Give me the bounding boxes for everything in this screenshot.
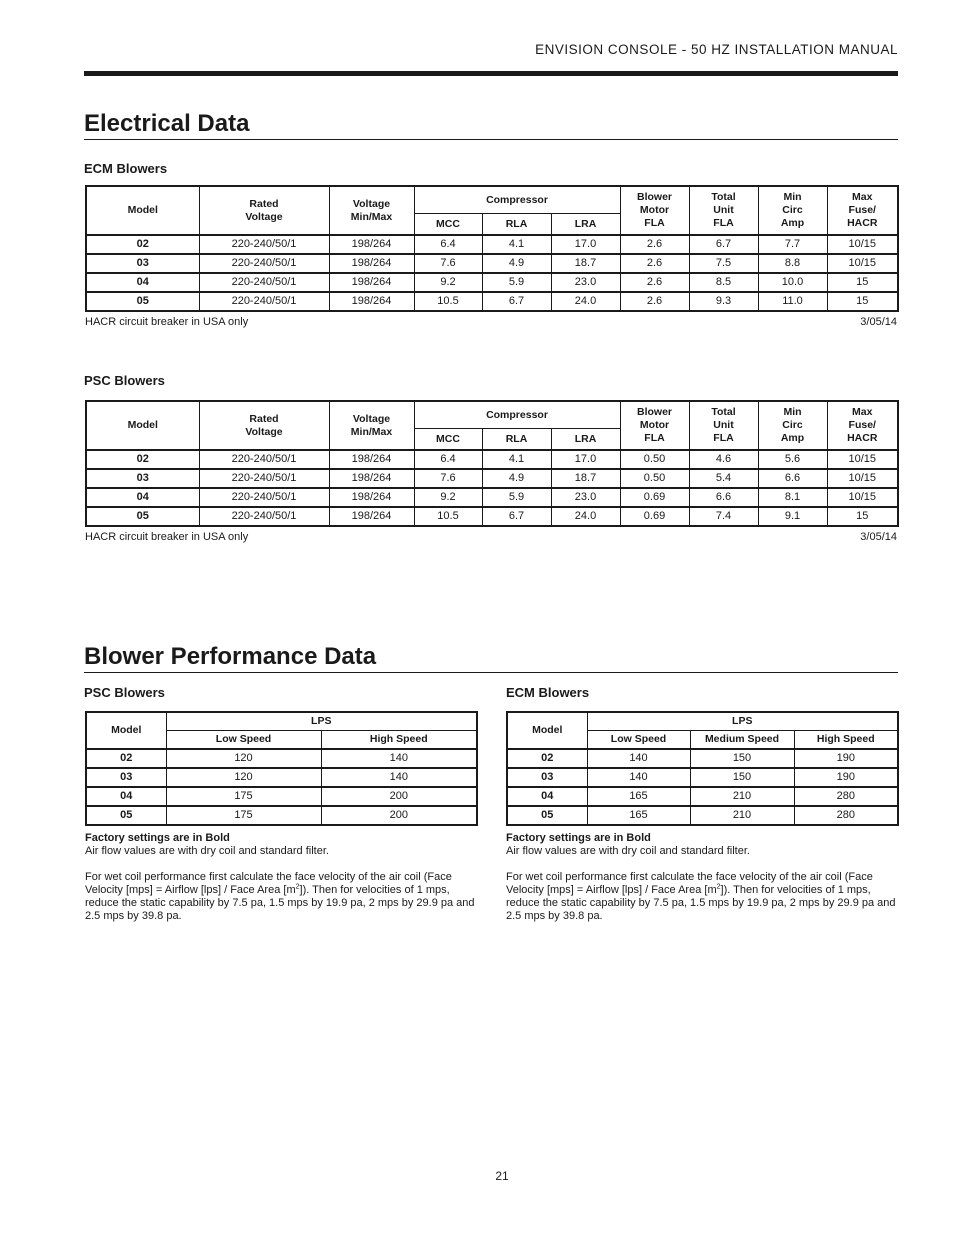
- psc-blower-table: [85, 711, 478, 826]
- col-lra: LRA: [551, 429, 620, 451]
- data-cell: 198/264: [329, 507, 414, 526]
- col-low-speed: Low Speed: [587, 731, 690, 750]
- data-cell: 150: [690, 749, 794, 768]
- col-lra: LRA: [551, 214, 620, 236]
- data-cell: 165: [587, 806, 690, 825]
- data-cell: 15: [827, 292, 898, 311]
- table-row: [86, 273, 898, 292]
- data-cell: 175: [166, 787, 321, 806]
- data-cell: 15: [827, 507, 898, 526]
- table-row: [507, 806, 898, 825]
- airflow-note: Air flow values are with dry coil and standard filter.: [506, 845, 750, 857]
- col-voltage-minmax: Voltage Min/Max: [329, 401, 414, 450]
- data-cell: 280: [794, 787, 898, 806]
- model-cell: 02: [86, 749, 166, 768]
- data-cell: 4.9: [482, 254, 551, 273]
- table-body: [86, 235, 898, 311]
- ecm-blower-table: [506, 711, 899, 826]
- manual-header: ENVISION CONSOLE - 50 HZ INSTALLATION MANUAL: [535, 42, 898, 57]
- data-cell: 24.0: [551, 507, 620, 526]
- model-cell: 04: [86, 787, 166, 806]
- data-cell: 10.5: [414, 507, 482, 526]
- table-row: [86, 450, 898, 469]
- data-cell: 17.0: [551, 235, 620, 254]
- data-cell: 5.9: [482, 488, 551, 507]
- table-header: [507, 712, 898, 749]
- data-cell: 7.6: [414, 469, 482, 488]
- col-total-unit-fla: Total Unit FLA: [689, 186, 758, 235]
- data-cell: 24.0: [551, 292, 620, 311]
- psc-blower-footnotes: [85, 832, 477, 923]
- psc-electrical-subtitle: PSC Blowers: [84, 373, 165, 388]
- data-cell: 165: [587, 787, 690, 806]
- page-number: 21: [495, 1169, 509, 1183]
- col-max-fuse-hacr: Max Fuse/ HACR: [827, 186, 898, 235]
- col-rla: RLA: [482, 214, 551, 236]
- data-cell: 9.2: [414, 273, 482, 292]
- table-body: [86, 749, 477, 825]
- data-cell: 220-240/50/1: [199, 469, 329, 488]
- ecm-electrical-subtitle: ECM Blowers: [84, 161, 168, 176]
- data-cell: 6.7: [689, 235, 758, 254]
- col-model: Model: [507, 712, 587, 749]
- data-cell: 210: [690, 787, 794, 806]
- model-cell: 05: [86, 806, 166, 825]
- table-row: [86, 292, 898, 311]
- data-cell: 10.0: [758, 273, 827, 292]
- data-cell: 120: [166, 768, 321, 787]
- data-cell: 198/264: [329, 273, 414, 292]
- data-cell: 5.9: [482, 273, 551, 292]
- col-rated-voltage: Rated Voltage: [199, 401, 329, 450]
- model-cell: 04: [86, 488, 199, 507]
- airflow-note: Air flow values are with dry coil and standard filter.: [85, 845, 329, 857]
- data-cell: 190: [794, 749, 898, 768]
- data-cell: 198/264: [329, 292, 414, 311]
- col-high-speed: High Speed: [794, 731, 898, 750]
- data-cell: 4.9: [482, 469, 551, 488]
- data-cell: 23.0: [551, 488, 620, 507]
- data-cell: 198/264: [329, 450, 414, 469]
- data-cell: 10.5: [414, 292, 482, 311]
- data-cell: 4.1: [482, 235, 551, 254]
- data-cell: 220-240/50/1: [199, 450, 329, 469]
- data-cell: 6.4: [414, 235, 482, 254]
- data-cell: 10/15: [827, 254, 898, 273]
- data-cell: 220-240/50/1: [199, 235, 329, 254]
- table-row: [86, 235, 898, 254]
- model-cell: 03: [86, 768, 166, 787]
- data-cell: 2.6: [620, 235, 689, 254]
- data-cell: 140: [321, 768, 477, 787]
- table-body: [86, 450, 898, 526]
- table-row: [507, 768, 898, 787]
- model-cell: 04: [507, 787, 587, 806]
- data-cell: 9.2: [414, 488, 482, 507]
- data-cell: 150: [690, 768, 794, 787]
- col-mcc: MCC: [414, 214, 482, 236]
- data-cell: 18.7: [551, 469, 620, 488]
- data-cell: 0.50: [620, 450, 689, 469]
- data-cell: 10/15: [827, 235, 898, 254]
- data-cell: 198/264: [329, 488, 414, 507]
- data-cell: 200: [321, 787, 477, 806]
- col-mcc: MCC: [414, 429, 482, 451]
- data-cell: 7.7: [758, 235, 827, 254]
- blower-performance-title: Blower Performance Data: [84, 643, 898, 673]
- model-cell: 03: [86, 469, 199, 488]
- data-cell: 7.4: [689, 507, 758, 526]
- data-cell: 9.3: [689, 292, 758, 311]
- model-cell: 04: [86, 273, 199, 292]
- wet-coil-note: For wet coil performance first calculate the face velocity of the air coil (Face Velocity [mps] = Airflow [lps] / Face Area $[m^2]$). Then for velocities of 1 mps, reduce the static capability by 7.5 pa, 1.5 mps by 19.9 pa, 2 mps by 29.9 pa and 2.5 mps by 39.8 pa.: [85, 871, 475, 922]
- data-cell: 120: [166, 749, 321, 768]
- data-cell: 220-240/50/1: [199, 488, 329, 507]
- data-cell: 140: [587, 768, 690, 787]
- data-cell: 0.69: [620, 507, 689, 526]
- data-cell: 280: [794, 806, 898, 825]
- model-cell: 05: [507, 806, 587, 825]
- table-row: [86, 254, 898, 273]
- model-cell: 05: [86, 507, 199, 526]
- col-lps: LPS: [166, 712, 477, 731]
- table-header: [86, 712, 477, 749]
- col-compressor: Compressor: [414, 186, 620, 214]
- psc-hacr-note: HACR circuit breaker in USA only: [85, 531, 249, 543]
- data-cell: 210: [690, 806, 794, 825]
- ecm-blower-footnotes: [506, 832, 898, 923]
- data-cell: 9.1: [758, 507, 827, 526]
- electrical-data-title: Electrical Data: [84, 110, 898, 140]
- model-cell: 05: [86, 292, 199, 311]
- table-header: [86, 186, 898, 235]
- col-rated-voltage: Rated Voltage: [199, 186, 329, 235]
- model-cell: 02: [86, 450, 199, 469]
- col-voltage-minmax: Voltage Min/Max: [329, 186, 414, 235]
- col-min-circ-amp: Min Circ Amp: [758, 186, 827, 235]
- data-cell: 140: [587, 749, 690, 768]
- data-cell: 10/15: [827, 450, 898, 469]
- data-cell: 190: [794, 768, 898, 787]
- data-cell: 220-240/50/1: [199, 254, 329, 273]
- psc-blower-subtitle: PSC Blowers: [84, 685, 165, 700]
- data-cell: 7.5: [689, 254, 758, 273]
- col-total-unit-fla: Total Unit FLA: [689, 401, 758, 450]
- data-cell: 5.6: [758, 450, 827, 469]
- col-min-circ-amp: Min Circ Amp: [758, 401, 827, 450]
- col-medium-speed: Medium Speed: [690, 731, 794, 750]
- data-cell: 10/15: [827, 469, 898, 488]
- data-cell: 0.69: [620, 488, 689, 507]
- col-low-speed: Low Speed: [166, 731, 321, 750]
- header-rule: [84, 71, 898, 76]
- data-cell: 4.6: [689, 450, 758, 469]
- col-blower-motor-fla: Blower Motor FLA: [620, 186, 689, 235]
- data-cell: 2.6: [620, 292, 689, 311]
- data-cell: 8.8: [758, 254, 827, 273]
- ecm-hacr-note: HACR circuit breaker in USA only: [85, 316, 249, 328]
- data-cell: 6.4: [414, 450, 482, 469]
- ecm-electrical-table: [85, 185, 899, 312]
- model-cell: 03: [86, 254, 199, 273]
- table-row: [507, 749, 898, 768]
- data-cell: 18.7: [551, 254, 620, 273]
- data-cell: 10/15: [827, 488, 898, 507]
- table-row: [86, 469, 898, 488]
- data-cell: 198/264: [329, 235, 414, 254]
- data-cell: 7.6: [414, 254, 482, 273]
- table-row: [86, 768, 477, 787]
- table-row: [86, 806, 477, 825]
- col-max-fuse-hacr: Max Fuse/ HACR: [827, 401, 898, 450]
- table-body: [507, 749, 898, 825]
- data-cell: 4.1: [482, 450, 551, 469]
- data-cell: 220-240/50/1: [199, 507, 329, 526]
- col-rla: RLA: [482, 429, 551, 451]
- ecm-revision-date: 3/05/14: [860, 316, 897, 328]
- data-cell: 175: [166, 806, 321, 825]
- data-cell: 6.7: [482, 507, 551, 526]
- factory-settings-note: Factory settings are in Bold: [85, 832, 230, 844]
- model-cell: 03: [507, 768, 587, 787]
- data-cell: 198/264: [329, 254, 414, 273]
- data-cell: 6.6: [758, 469, 827, 488]
- ecm-blower-subtitle: ECM Blowers: [506, 685, 590, 700]
- data-cell: 220-240/50/1: [199, 292, 329, 311]
- data-cell: 200: [321, 806, 477, 825]
- data-cell: 2.6: [620, 273, 689, 292]
- data-cell: 0.50: [620, 469, 689, 488]
- table-row: [86, 787, 477, 806]
- data-cell: 140: [321, 749, 477, 768]
- data-cell: 5.4: [689, 469, 758, 488]
- table-row: [86, 488, 898, 507]
- model-cell: 02: [507, 749, 587, 768]
- col-blower-motor-fla: Blower Motor FLA: [620, 401, 689, 450]
- data-cell: 8.5: [689, 273, 758, 292]
- table-row: [86, 507, 898, 526]
- data-cell: 11.0: [758, 292, 827, 311]
- col-model: Model: [86, 401, 199, 450]
- col-lps: LPS: [587, 712, 898, 731]
- table-header: [86, 401, 898, 450]
- psc-revision-date: 3/05/14: [860, 531, 897, 543]
- col-model: Model: [86, 712, 166, 749]
- data-cell: 17.0: [551, 450, 620, 469]
- data-cell: 8.1: [758, 488, 827, 507]
- table-row: [507, 787, 898, 806]
- psc-electrical-table: [85, 400, 899, 527]
- data-cell: 198/264: [329, 469, 414, 488]
- data-cell: 6.6: [689, 488, 758, 507]
- col-high-speed: High Speed: [321, 731, 477, 750]
- factory-settings-note: Factory settings are in Bold: [506, 832, 651, 844]
- data-cell: 23.0: [551, 273, 620, 292]
- wet-coil-note: For wet coil performance first calculate the face velocity of the air coil (Face Velocity [mps] = Airflow [lps] / Face Area $[m^2]$). Then for velocities of 1 mps, reduce the static capability by 7.5 pa, 1.5 mps by 19.9 pa, 2 mps by 29.9 pa and 2.5 mps by 39.8 pa.: [506, 871, 896, 922]
- data-cell: 220-240/50/1: [199, 273, 329, 292]
- model-cell: 02: [86, 235, 199, 254]
- data-cell: 6.7: [482, 292, 551, 311]
- data-cell: 2.6: [620, 254, 689, 273]
- table-row: [86, 749, 477, 768]
- col-model: Model: [86, 186, 199, 235]
- data-cell: 15: [827, 273, 898, 292]
- col-compressor: Compressor: [414, 401, 620, 429]
